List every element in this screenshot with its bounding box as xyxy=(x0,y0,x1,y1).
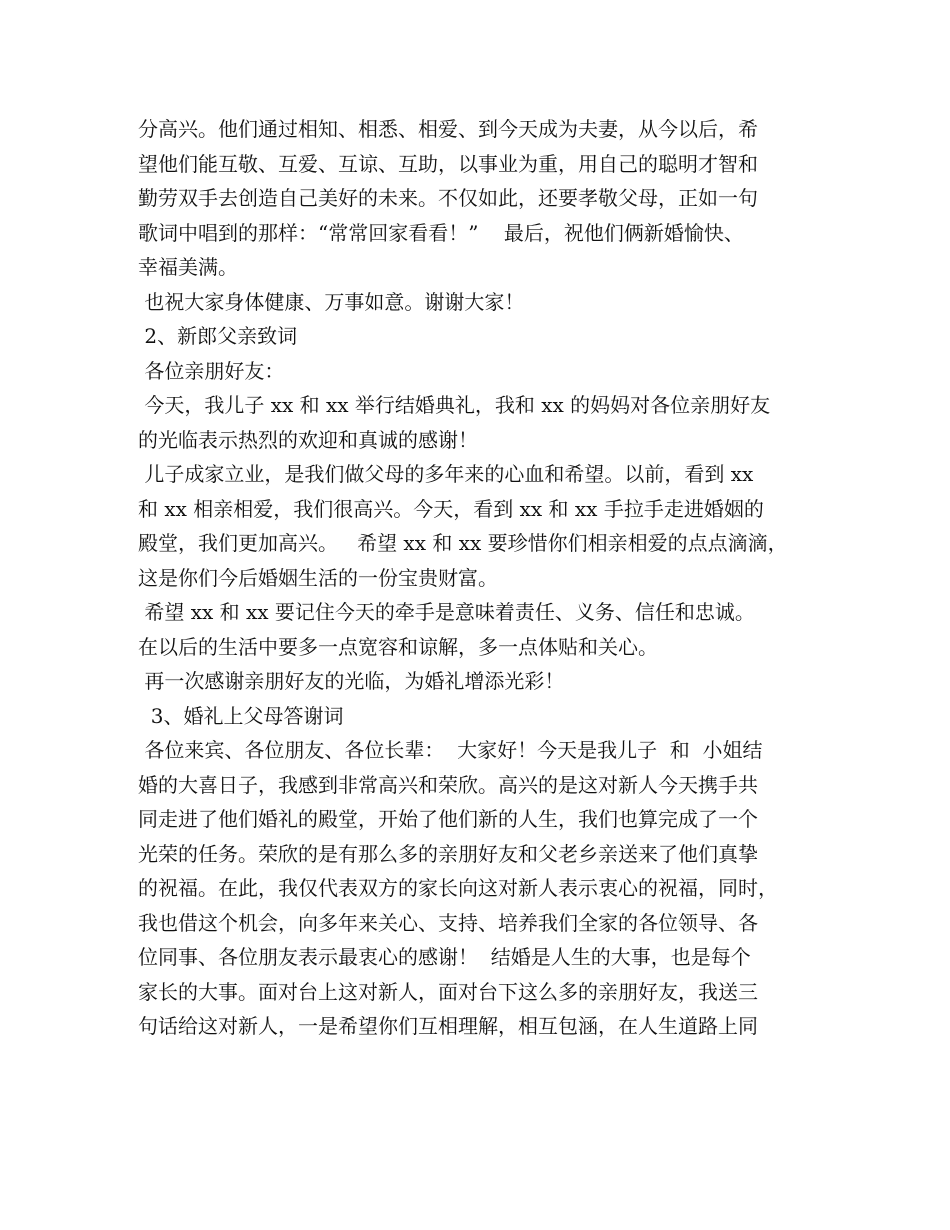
text-line: 儿子成家立业，是我们做父母的多年来的心血和希望。以前，看到 xx xyxy=(138,462,754,486)
text-line: 句话给这对新人，一是希望你们互相理解，相互包涵，在人生道路上同 xyxy=(138,1014,758,1038)
text-line: 各位亲朋好友： xyxy=(138,358,285,383)
text-line: 同走进了他们婚礼的殿堂，开始了他们新的人生，我们也算完成了一个 xyxy=(138,807,758,831)
text-line: 分高兴。他们通过相知、相悉、相爱、到今天成为夫妻，从今以后，希 xyxy=(138,117,758,141)
section-heading: 2、新郎父亲致词 xyxy=(138,324,298,348)
text-line: 今天，我儿子 xx 和 xx 举行结婚典礼，我和 xx 的妈妈对各位亲朋好友 xyxy=(138,393,771,417)
text-line: 望他们能互敬、互爱、互谅、互助，以事业为重，用自己的聪明才智和 xyxy=(138,151,758,176)
text-line: 的祝福。在此，我仅代表双方的家长向这对新人表示衷心的祝福，同时， xyxy=(138,876,778,900)
text-line: 幸福美满。 xyxy=(138,255,238,279)
text-line: 和 xx 相亲相爱，我们很高兴。今天，看到 xx 和 xx 手拉手走进婚姻的 xyxy=(138,496,764,521)
text-line: 歌词中唱到的那样：“常常回家看看！” 最后，祝他们俩新婚愉快、 xyxy=(138,220,744,245)
text-line: 也祝大家身体健康、万事如意。谢谢大家！ xyxy=(138,289,525,314)
text-line: 在以后的生活中要多一点宽容和谅解，多一点体贴和关心。 xyxy=(138,634,658,659)
text-line: 婚的大喜日子，我感到非常高兴和荣欣。高兴的是这对新人今天携手共 xyxy=(138,772,758,797)
text-line: 勤劳双手去创造自己美好的未来。不仅如此，还要孝敬父母，正如一句 xyxy=(138,186,758,210)
document-body xyxy=(138,112,828,1044)
text-line: 光荣的任务。荣欣的是有那么多的亲朋好友和父老乡亲送来了他们真挚 xyxy=(138,841,758,866)
text-line: 这是你们今后婚姻生活的一份宝贵财富。 xyxy=(138,565,498,590)
text-line: 希望 xx 和 xx 要记住今天的牵手是意味着责任、义务、信任和忠诚。 xyxy=(138,600,755,624)
text-line: 位同事、各位朋友表示最衷心的感谢！ 结婚是人生的大事，也是每个 xyxy=(138,945,751,969)
text-line: 再一次感谢亲朋好友的光临，为婚礼增添光彩！ xyxy=(138,669,565,693)
text-line: 家长的大事。面对台上这对新人，面对台下这么多的亲朋好友，我送三 xyxy=(138,979,758,1004)
text-line: 我也借这个机会，向多年来关心、支持、培养我们全家的各位领导、各 xyxy=(138,910,758,935)
text-line: 各位来宾、各位朋友、各位长辈： 大家好！今天是我儿子 和 小姐结 xyxy=(138,738,763,762)
section-heading: 3、婚礼上父母答谢词 xyxy=(138,703,344,728)
text-line: 的光临表示热烈的欢迎和真诚的感谢！ xyxy=(138,427,478,452)
text-line: 殿堂，我们更加高兴。 希望 xx 和 xx 要珍惜你们相亲相爱的点点滴滴， xyxy=(138,531,788,555)
